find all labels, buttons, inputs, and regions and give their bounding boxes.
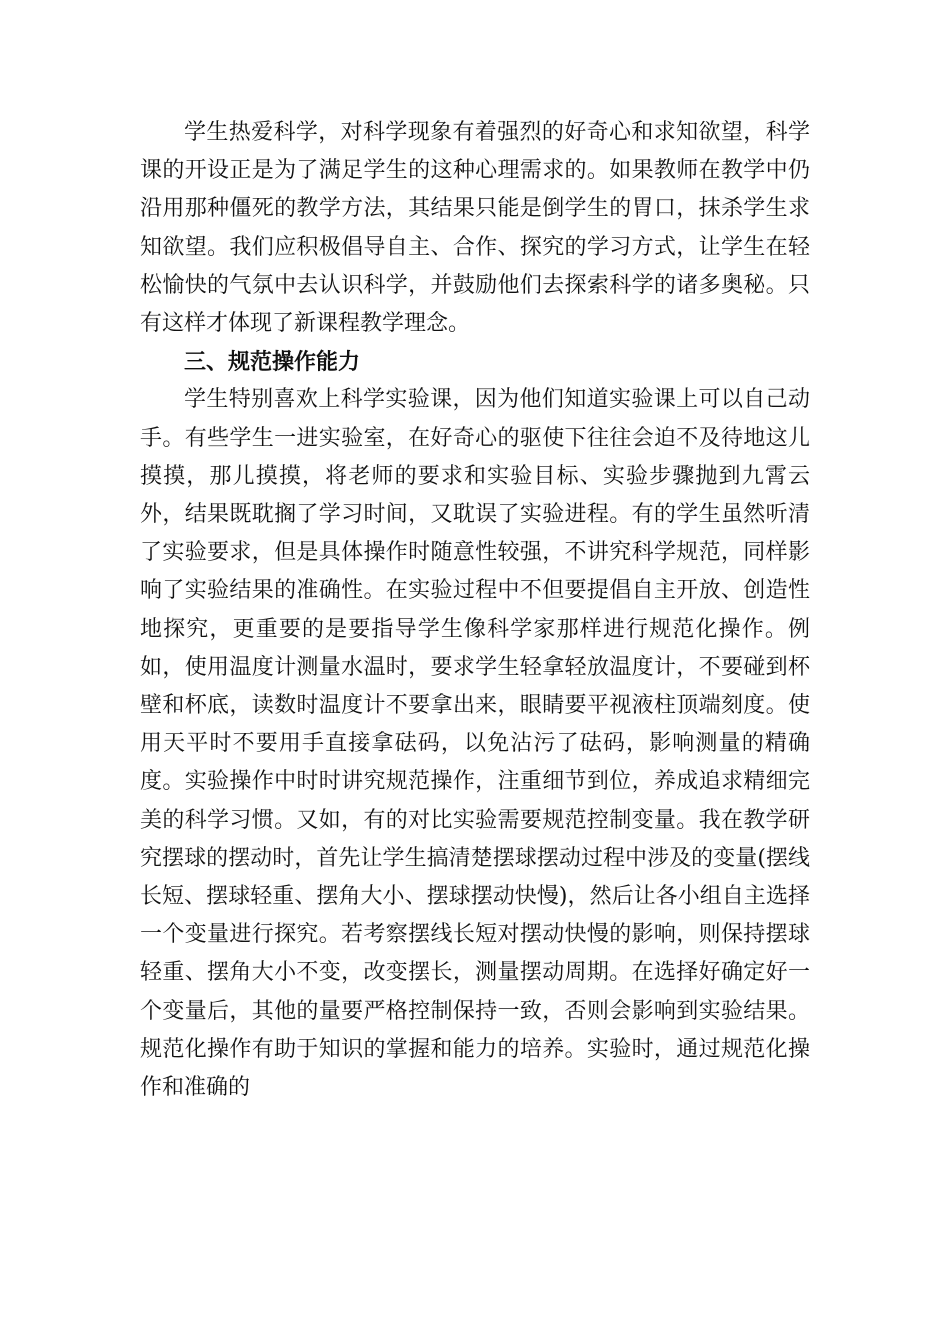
- body-paragraph: 学生特别喜欢上科学实验课，因为他们知道实验课上可以自己动手。有些学生一进实验室，在好奇心的驱使下往往会迫不及待地这儿摸摸，那儿摸摸，将老师的要求和实验目标、实验步骤抛到九霄云外，结果既耽搁了学习时间，又耽误了实验进程。有的学生虽然听清了实验要求，但是具体操作时随意性较强，不讲究科学规范，同样影响了实验结果的准确性。在实验过程中不但要提倡自主开放、创造性地探究，更重要的是要指导学生像科学家那样进行规范化操作。例如，使用温度计测量水温时，要求学生轻拿轻放温度计，不要碰到杯壁和杯底，读数时温度计不要拿出来，眼睛要平视液柱顶端刻度。使用天平时不要用手直接拿砝码，以免沾污了砝码，影响测量的精确度。实验操作中时时讲究规范操作，注重细节到位，养成追求精细完美的科学习惯。又如，有的对比实验需要规范控制变量。我在教学研究摆球的摆动时，首先让学生搞清楚摆球摆动过程中涉及的变量(摆线长短、摆球轻重、摆角大小、摆球摆动快慢)，然后让各小组自主选择一个变量进行探究。若考察摆线长短对摆动快慢的影响，则保持摆球轻重、摆角大小不变，改变摆长，测量摆动周期。在选择好确定好一个变量后，其他的量要严格控制保持一致，否则会影响到实验结果。规范化操作有助于知识的掌握和能力的培养。实验时，通过规范化操作和准确的: [140, 387, 810, 1101]
- document-page: [140, 114, 810, 1107]
- section-heading: 三、规范操作能力: [184, 349, 361, 376]
- body-paragraph: 学生热爱科学，对科学现象有着强烈的好奇心和求知欲望，科学课的开设正是为了满足学生的这种心理需求的。如果教师在教学中仍沿用那种僵死的教学方法，其结果只能是倒学生的胃口，抹杀学生求知欲望。我们应积极倡导自主、合作、探究的学习方式，让学生在轻松愉快的气氛中去认识科学，并鼓励他们去探索科学的诸多奥秘。只有这样才体现了新课程教学理念。: [140, 120, 810, 337]
